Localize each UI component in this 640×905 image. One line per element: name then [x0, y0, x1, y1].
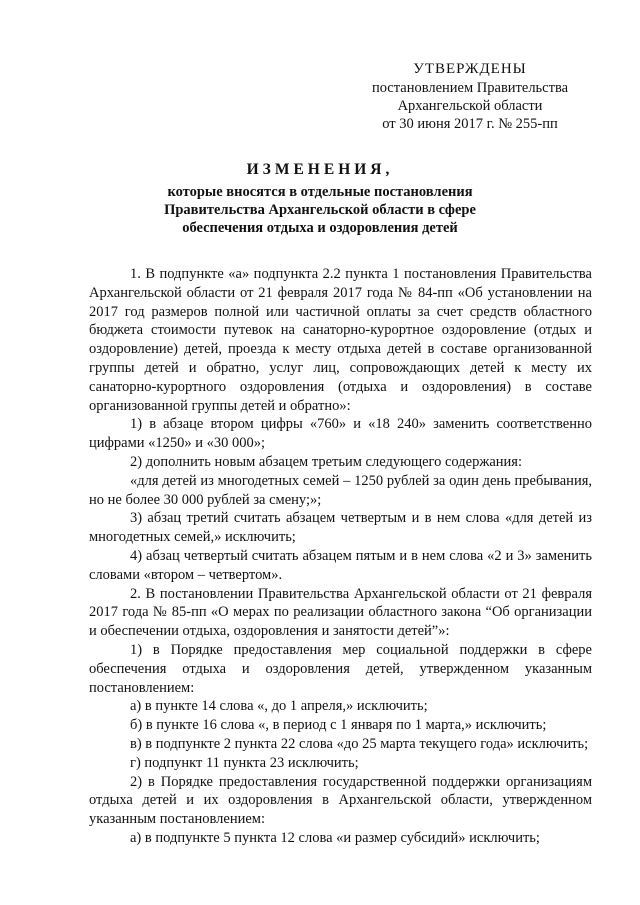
document-title — [90, 160, 550, 237]
paragraph-4: «для детей из многодетных семей – 1250 рублей за один день пребывания, но не более 30 000 рублей за смену;»; — [89, 472, 592, 508]
paragraph-9: а) в пункте 14 слова «, до 1 апреля,» исключить; — [130, 698, 428, 715]
paragraph-1: 1. В подпункте «а» подпункта 2.2 пункта 1 постановления Правительства Архангельской области от 21 февраля 2017 года № 84-пп «Об установлении на 2017 год размеров полной или частичной оплаты за счет средств областного бюджета стоимости путевок на санаторно-курортное оздоровление (отдых и оздоровление) детей, проезда к месту отдыха детей в составе организованной группы детей и обратно, услуг лиц, сопровождающих детей к месту их санаторно-курортного оздоровления (отдыха и оздоровления) в составе организованной группы детей и обратно»: — [89, 266, 592, 414]
approval-line-2: Архангельской области — [397, 98, 543, 114]
title-line-1: которые вносятся в отдельные постановления — [167, 184, 473, 200]
paragraph-13: 2) в Порядке предоставления государственной поддержки организациям отдыха детей и их оздоровления в Архангельской области, утвержденном указанным постановлением: — [89, 773, 592, 828]
title-line-3: обеспечения отдыха и оздоровления детей — [182, 220, 458, 236]
title-line-2: Правительства Архангельской области в сфере — [164, 202, 476, 218]
paragraph-5: 3) абзац третий считать абзацем четвертым и в нем слова «для детей из многодетных семей,» исключить; — [89, 510, 592, 546]
approval-stamp — [350, 60, 590, 133]
paragraph-12: г) подпункт 11 пункта 23 исключить; — [130, 754, 359, 771]
paragraph-3: 2) дополнить новым абзацем третьим следующего содержания: — [130, 453, 523, 470]
approval-heading: УТВЕРЖДЕНЫ — [413, 61, 527, 77]
paragraph-7: 2. В постановлении Правительства Архангельской области от 21 февраля 2017 года № 85-пп «О мерах по реализации областного закона “Об организации и обеспечении отдыха, оздоровления и занятости детей”»: — [89, 585, 592, 640]
paragraph-2: 1) в абзаце втором цифры «760» и «18 240» заменить соответственно цифрами «1250» и «30 000»; — [89, 416, 592, 452]
paragraph-6: 4) абзац четвертый считать абзацем пятым и в нем слова «2 и 3» заменить словами «втором – четвертом». — [89, 547, 592, 583]
paragraph-8: 1) в Порядке предоставления мер социальной поддержки в сфере обеспечения отдыха и оздоровления детей, утвержденном указанным постановлением: — [89, 641, 592, 696]
paragraph-11: в) в подпункте 2 пункта 22 слова «до 25 марта текущего года» исключить; — [130, 735, 589, 752]
document-body — [89, 265, 592, 848]
title-main: ИЗМЕНЕНИЯ, — [246, 161, 394, 178]
paragraph-14: а) в подпункте 5 пункта 12 слова «и размер субсидий» исключить; — [130, 829, 540, 846]
approval-line-3: от 30 июня 2017 г. № 255-пп — [382, 116, 558, 132]
paragraph-10: б) в пункте 16 слова «, в период с 1 января по 1 марта,» исключить; — [130, 717, 547, 734]
approval-line-1: постановлением Правительства — [371, 80, 569, 96]
